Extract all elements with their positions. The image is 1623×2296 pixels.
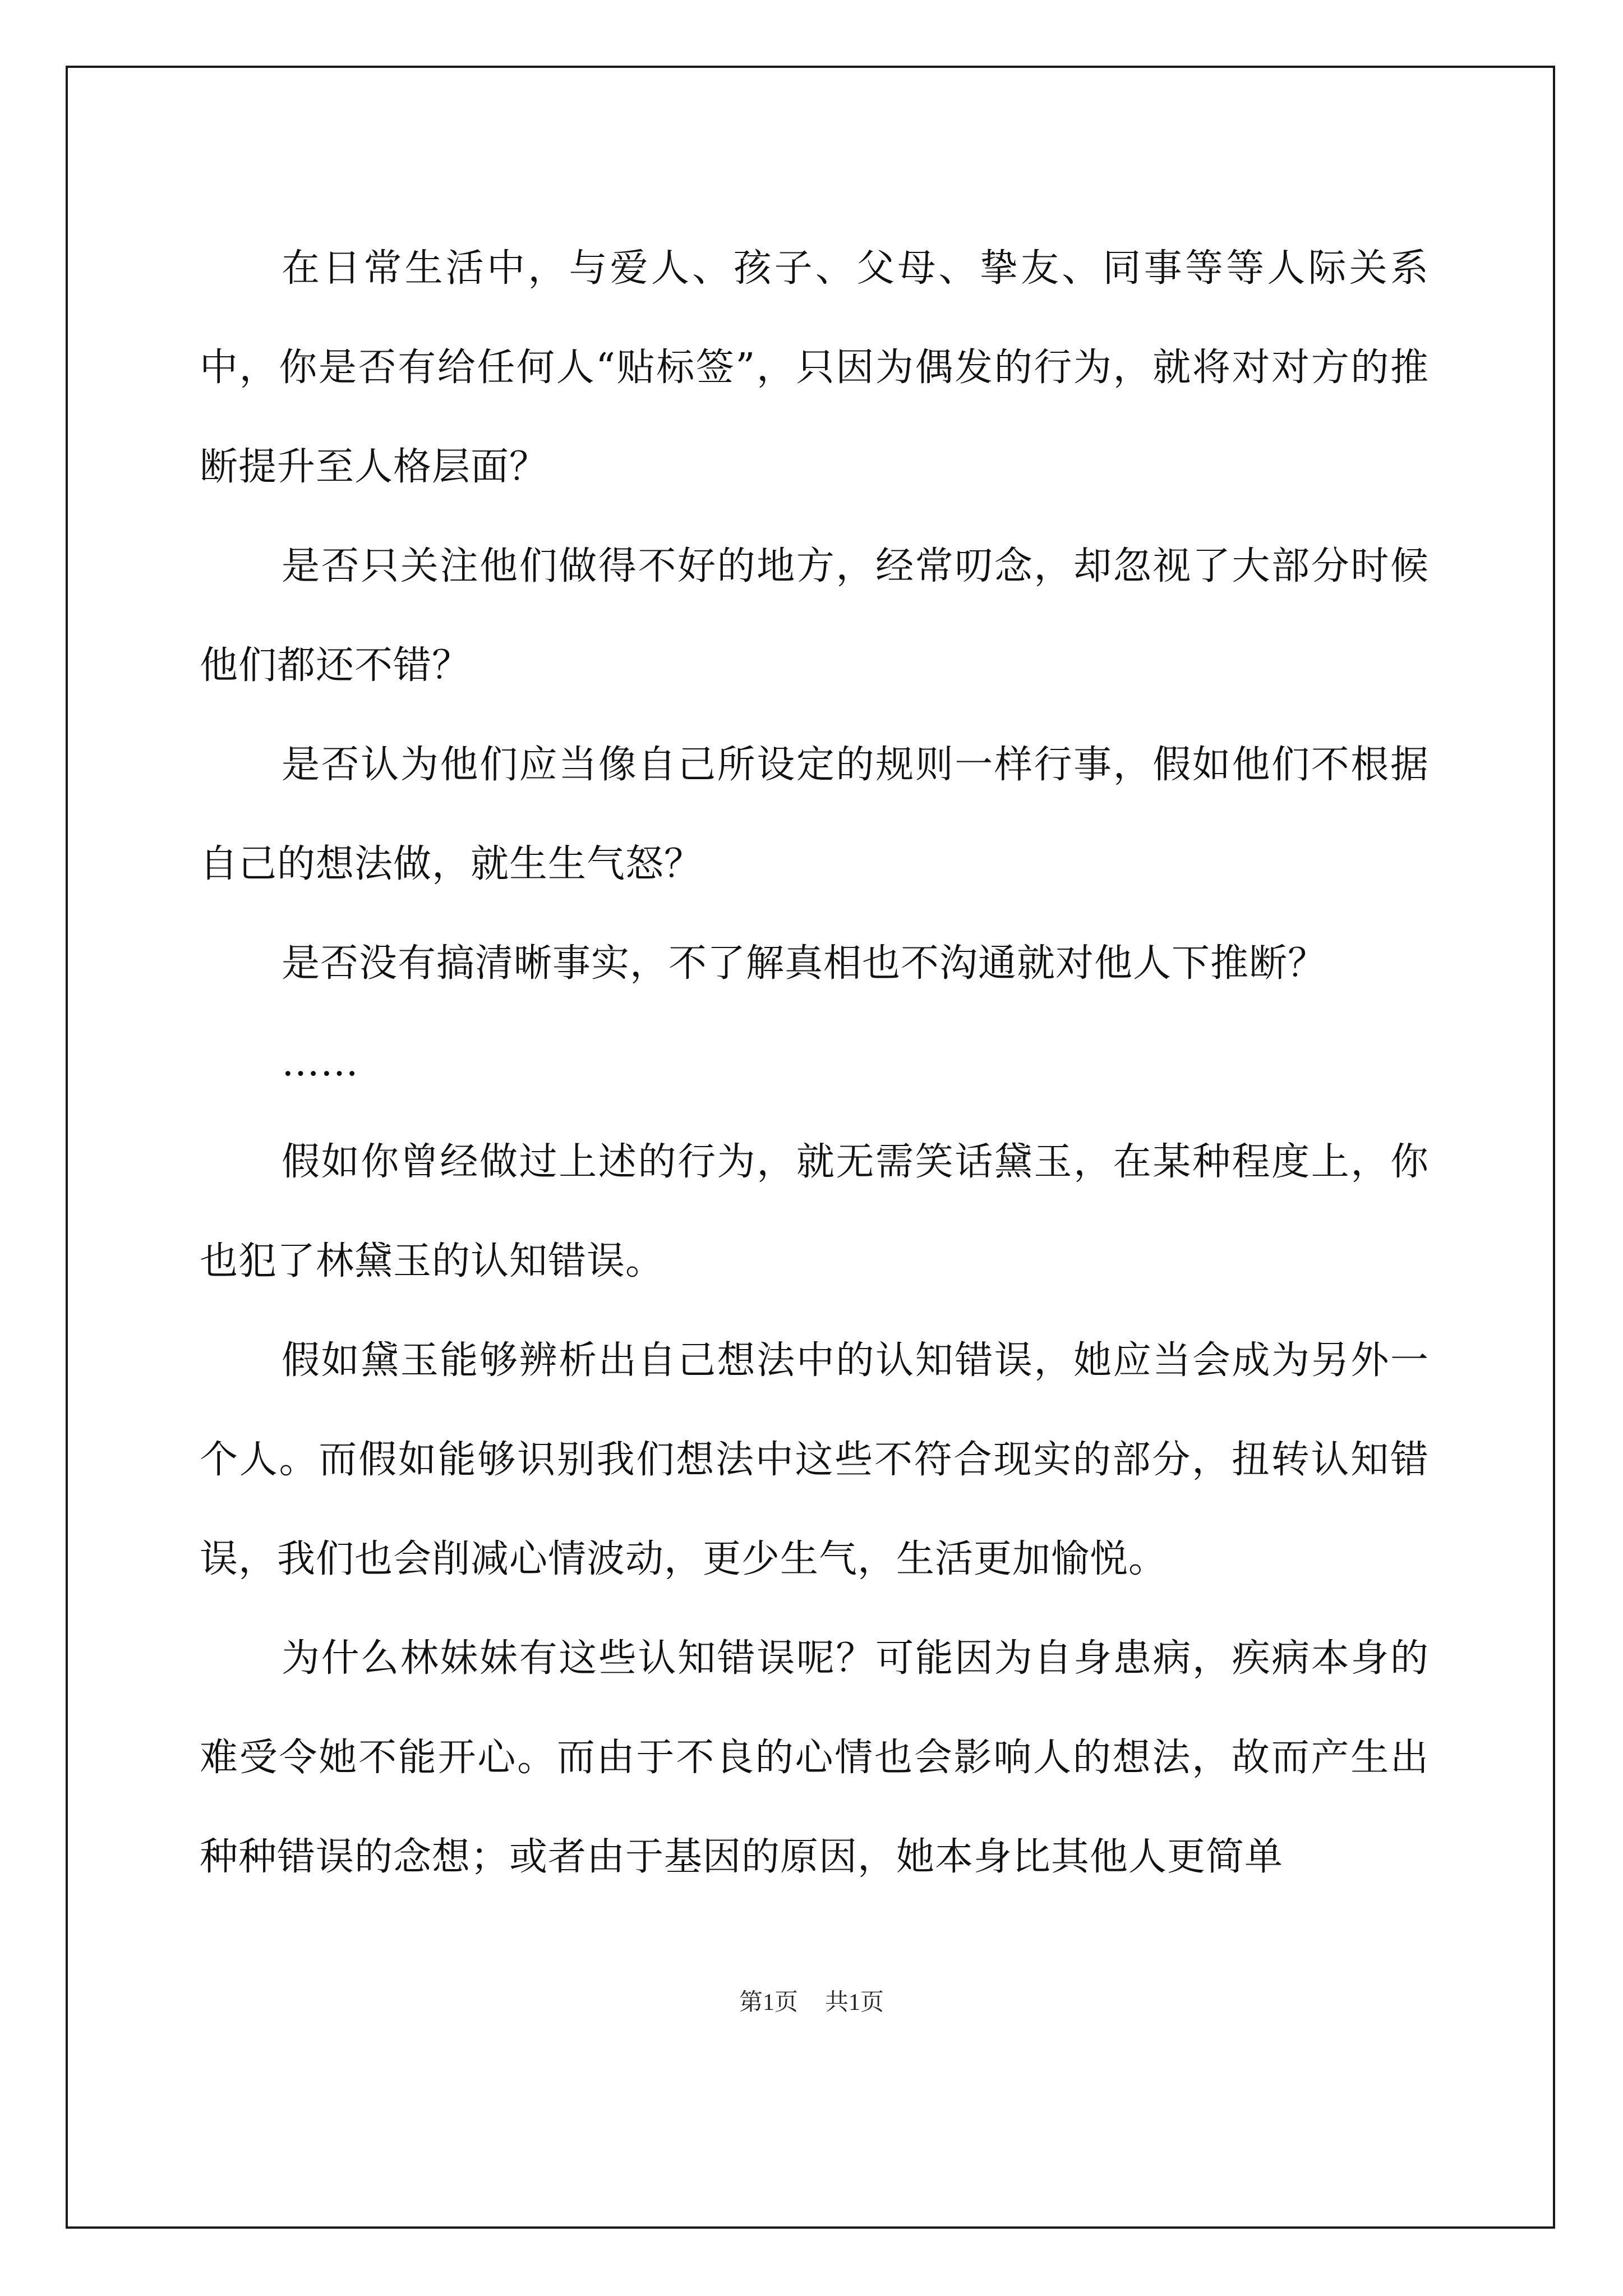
page-number: 第1页	[739, 1990, 798, 2016]
paragraph-2: 是否只关注他们做得不好的地方，经常叨念，却忽视了大部分时候他们都还不错？	[200, 544, 1429, 688]
paragraph-3: 是否认为他们应当像自己所设定的规则一样行事，假如他们不根据自己的想法做，就生生气怒？	[200, 743, 1429, 886]
paragraph-6: 假如黛玉能够辨析出自己想法中的认知错误，她应当会成为另外一个人。而假如能够识别我们想法中这些不符合现实的部分，扭转认知错误，我们也会削减心情波动，更少生气，生活更加愉悦。	[200, 1338, 1429, 1581]
paragraph-4: 是否没有搞清晰事实，不了解真相也不沟通就对他人下推断？	[282, 941, 1327, 986]
paragraph-5: 假如你曾经做过上述的行为，就无需笑话黛玉，在某种程度上，你也犯了林黛玉的认知错误。	[200, 1140, 1429, 1283]
ellipsis-line: ……	[282, 1041, 359, 1085]
page-total: 共1页	[825, 1990, 884, 2016]
document-body	[200, 219, 1429, 1907]
paragraph-7: 为什么林妹妹有这些认知错误呢？可能因为自身患病，疾病本身的难受令她不能开心。而由于不良的心情也会影响人的想法，故而产生出种种错误的念想；或者由于基因的原因，她本身比其他人更简单	[200, 1636, 1429, 1879]
paragraph-1: 在日常生活中，与爱人、孩子、父母、挚友、同事等等人际关系中，你是否有给任何人“贴标签”，只因为偶发的行为，就将对对方的推断提升至人格层面？	[200, 246, 1429, 489]
page-footer	[0, 1986, 1623, 2019]
